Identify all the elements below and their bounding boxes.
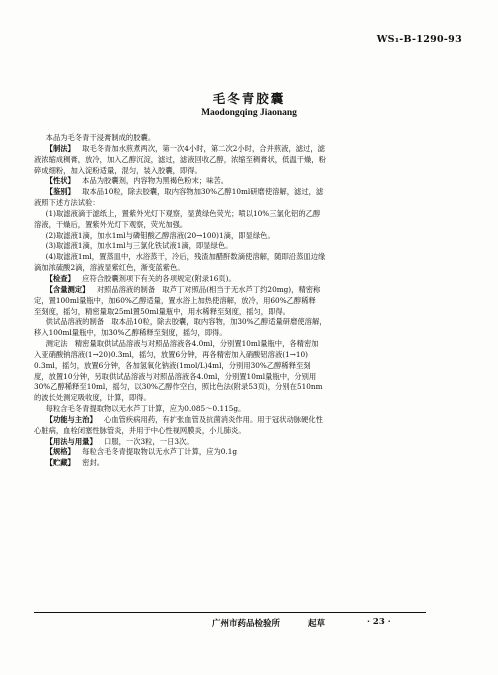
line-text: (3)取滤液1滴，加水1ml与三氯化铁试液1滴，即显绿色。	[45, 241, 233, 251]
text-line	[34, 166, 426, 177]
line-text: 供试品溶液的制备 取本品10粒，除去胶囊，取内容物，加30%乙醇适量研磨使溶解，	[45, 317, 327, 327]
line-text: 密封。	[82, 458, 105, 468]
section-tag: 【检查】	[45, 273, 75, 283]
line-text: 口服，一次3粒，一日3次。	[104, 436, 194, 446]
line-text: (4)取滤液1ml，置蒸皿中，水浴蒸干，冷后，残渣加醋酐数滴使溶解，随即沿蒸皿边缘	[45, 252, 326, 262]
text-line	[34, 350, 426, 361]
text-line	[34, 252, 426, 263]
text-line	[34, 263, 426, 274]
section-tag: 【贮藏】	[45, 458, 75, 468]
text-line	[34, 296, 426, 307]
line-text: 定，置100ml量瓶中，加60%乙醇适量，置水浴上加热使溶解，放冷，用60%乙醇稀释	[34, 295, 316, 305]
text-line	[34, 361, 426, 372]
line-text: 溶液，干燥后，置紫外光灯下观察，荧光加强。	[34, 219, 188, 229]
line-text: 的波长处测定吸收度，计算，即得。	[34, 393, 151, 403]
line-text: 本品为毛冬青干浸膏制成的胶囊。	[45, 133, 156, 142]
text-line	[34, 155, 426, 166]
line-text: 应符合胶囊剂项下有关的各项规定(附录16页)。	[82, 273, 236, 283]
text-line	[34, 209, 426, 220]
line-text: 心血管疾病用药，有扩张血管及抗菌消炎作用。用于冠状动脉硬化性	[104, 414, 323, 424]
text-line	[34, 220, 426, 231]
text-line	[34, 382, 426, 393]
text-line	[34, 274, 426, 285]
line-text: (1)取滤液滴于滤纸上，置紫外光灯下观察，显黄绿色荧光；喷以10%三氯化铝的乙醇	[45, 208, 321, 218]
section-tag: 【鉴别】	[45, 187, 75, 197]
text-line	[34, 404, 426, 415]
text-line	[34, 285, 426, 296]
document-body	[34, 133, 426, 469]
line-text: 入亚硝酸钠溶液(1→20)0.3ml，摇匀，放置6分钟，再各精密加入硝酸铝溶液(1→10)	[34, 349, 308, 359]
text-line	[34, 447, 426, 458]
line-text: 滴加浓硫酸2滴，溶液显紫红色，渐变蓝紫色。	[34, 263, 185, 273]
footer-organization: 广州市药品检验所	[212, 619, 281, 629]
text-line	[34, 372, 426, 383]
text-line	[34, 307, 426, 318]
line-text: 测定法 精密量取供试品溶液与对照品溶液各4.0ml，分别置10ml量瓶中，各精密加	[45, 339, 319, 349]
line-text: 每粒含毛冬青提取物以无水芦丁计算，应为0.1g	[82, 447, 238, 457]
text-line	[34, 426, 426, 437]
line-text: 0.3ml，摇匀，放置6分钟，各加氢氧化钠液(1mol/L)4ml，分别用30%乙醇稀释至刻	[34, 360, 311, 370]
text-line	[34, 198, 426, 209]
line-text: 度，放置10分钟，另取供试品溶液与对照品溶液各4.0ml，分别置10ml量瓶中，分别用	[34, 371, 317, 381]
line-text: 心脏病，血栓闭塞性脉管炎，并用于中心性视网膜炎，小儿肺炎。	[34, 425, 246, 435]
text-line	[34, 458, 426, 469]
line-text: 移入100ml量瓶中，加30%乙醇稀释至刻度，摇匀，即得。	[34, 328, 227, 338]
page-number: · 23 ·	[367, 617, 391, 627]
line-text: 取毛冬青加水煎煮两次，第一次4小时，第二次2小时，合并煎液，滤过，滤	[82, 143, 325, 153]
section-tag: 【功能与主治】	[45, 414, 97, 424]
section-tag: 【用法与用量】	[45, 436, 97, 446]
line-text: 取本品10粒，除去胶囊，取内容物加30%乙醇10ml研磨使溶解，滤过，滤	[82, 187, 324, 197]
line-text: 每粒含毛冬青提取物以无水芦丁计算，应为0.085～0.115g。	[45, 404, 246, 414]
footer-drafted: 起草	[308, 619, 326, 629]
line-text: (2)取滤液1滴，加水1ml与磷钼酸乙醇溶液(20→100)1滴，即显绿色。	[45, 230, 275, 240]
line-text: 碎成细粉，加入淀粉适量，混匀，装入胶囊，即得。	[34, 165, 202, 175]
footer-divider	[34, 612, 426, 613]
text-line	[34, 437, 426, 448]
section-tag: 【制法】	[45, 143, 75, 153]
page-title: 毛冬青胶囊	[212, 91, 286, 106]
text-line	[34, 339, 426, 350]
text-line	[34, 176, 426, 187]
text-line	[34, 231, 426, 242]
standard-code: WS₁-B-1290-93	[376, 34, 462, 45]
text-line	[34, 241, 426, 252]
text-line	[34, 133, 426, 144]
page-subtitle-pinyin: Maodongqing Jiaonang	[201, 108, 297, 118]
line-text: 本品为胶囊剂，内容物为黑褐色粉末；味苦。	[82, 176, 229, 186]
section-tag: 【含量测定】	[45, 284, 90, 294]
text-line	[34, 317, 426, 328]
text-line	[34, 393, 426, 404]
section-tag: 【性状】	[45, 176, 75, 186]
line-text: 30%乙醇稀释至10ml，摇匀，以30%乙醇作空白，照比色法(附录53页)，分别在510nm	[34, 382, 323, 392]
text-line	[34, 328, 426, 339]
text-line	[34, 187, 426, 198]
line-text: 对照品溶液的制备 取芦丁对照品(相当于无水芦丁约20mg)，精密称	[96, 284, 321, 294]
section-tag: 【规格】	[45, 447, 75, 457]
line-text: 液照下述方法试验：	[34, 198, 100, 208]
text-line	[34, 144, 426, 155]
text-line	[34, 415, 426, 426]
line-text: 液浓缩成稠膏，放冷，加入乙醇沉淀，滤过，滤液回收乙醇，浓缩至稠膏状，低温干燥，粉	[34, 154, 326, 164]
line-text: 至刻度，摇匀，精密量取25ml置50ml量瓶中，用水稀释至刻度，摇匀，即得。	[34, 306, 290, 316]
